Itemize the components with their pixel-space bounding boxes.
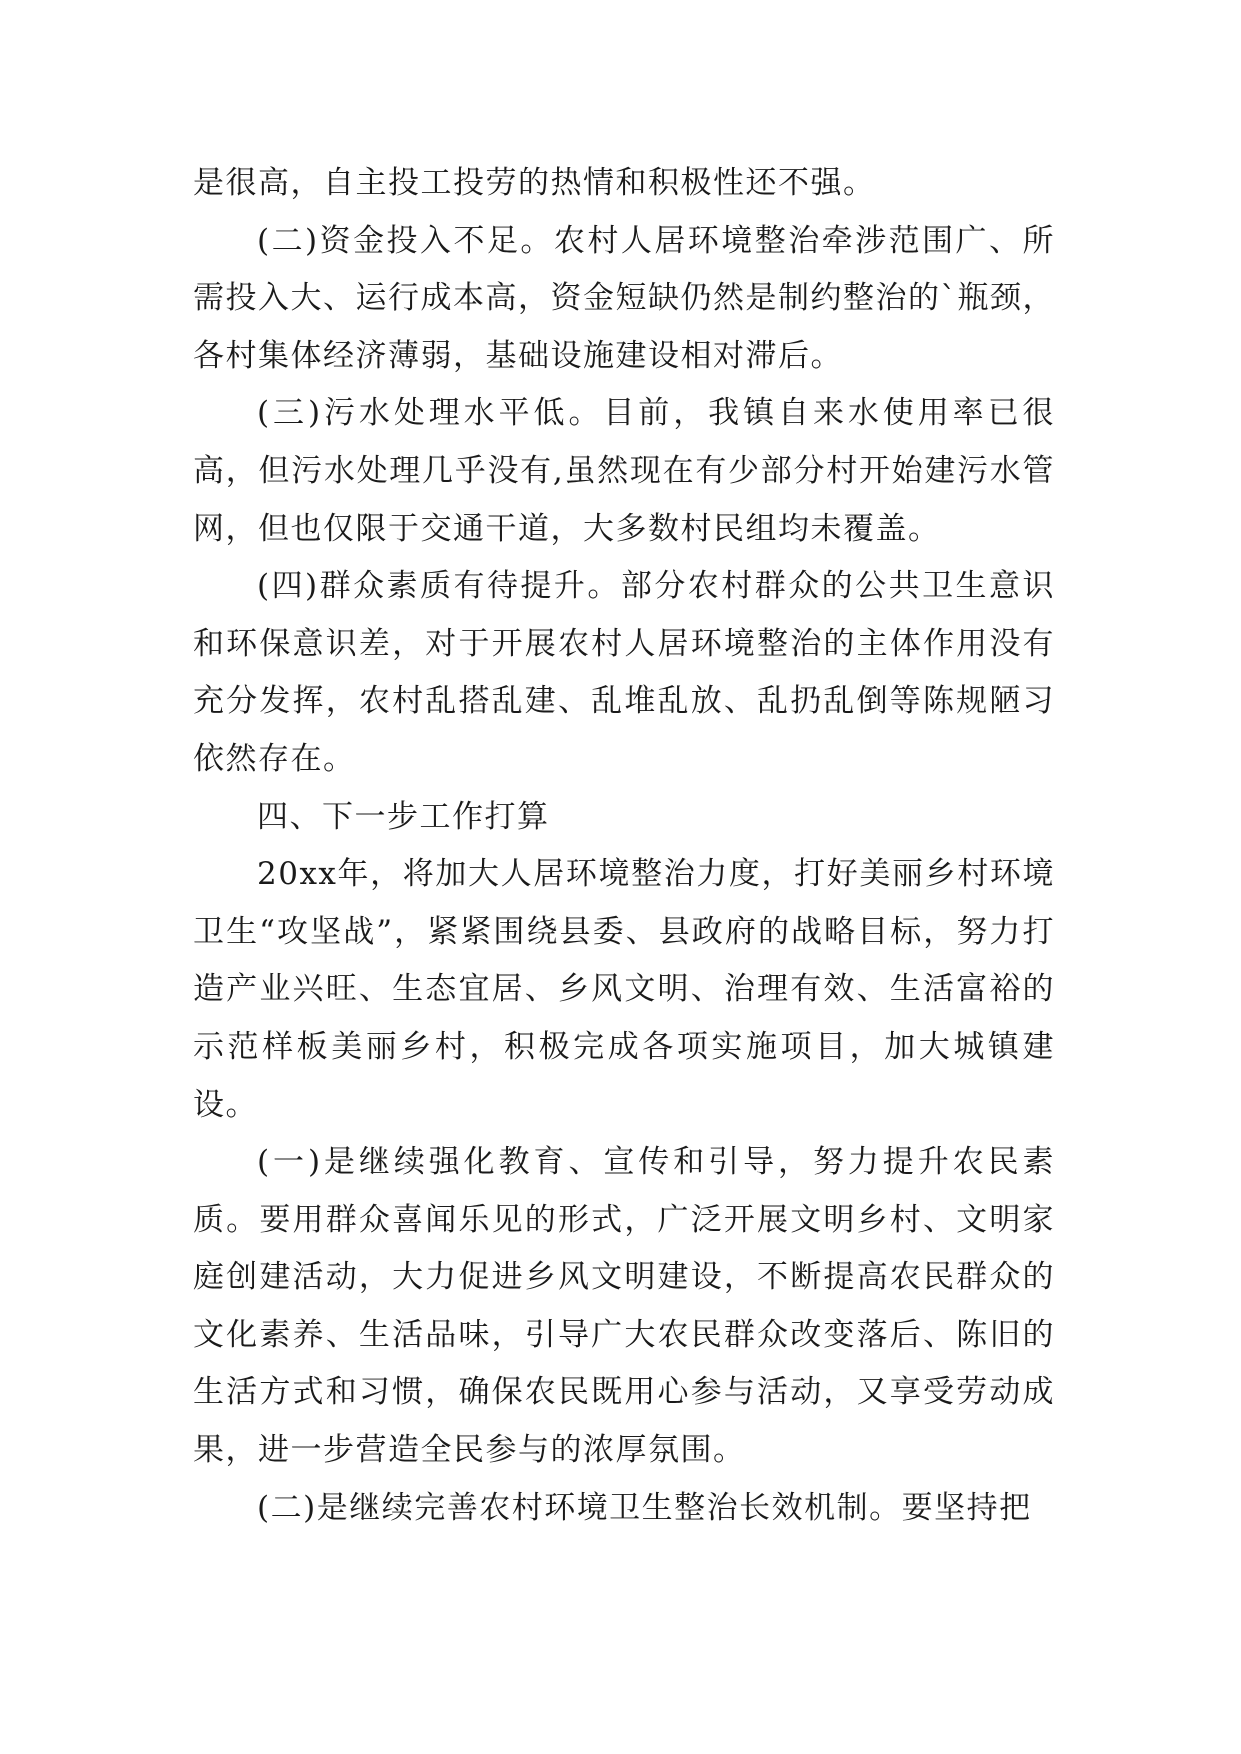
section-heading-next-steps: 四、下一步工作打算: [257, 798, 550, 835]
paragraph-long-term-mechanism: (二)是继续完善农村环境卫生整治长效机制。要坚持把: [257, 1489, 1032, 1526]
paragraph-continuation: 是很高，自主投工投劳的热情和积极性还不强。: [193, 165, 876, 201]
paragraph-funding-shortage: (二)资金投入不足。农村人居环境整治牵涉范围广、所需投入大、运行成本高，资金短缺仍然是制约整治的`瓶颈，各村集体经济薄弱，基础设施建设相对滞后。: [193, 222, 1055, 374]
paragraph-annual-plan: 20xx年，将加大人居环境整治力度，打好美丽乡村环境卫生“攻坚战”，紧紧围绕县委、县政府的战略目标，努力打造产业兴旺、生态宜居、乡风文明、治理有效、生活富裕的示范样板美丽乡村，积极完成各项实施项目，加大城镇建设。: [193, 856, 1055, 1123]
document-body: [193, 155, 1055, 1537]
paragraph-sewage-treatment: (三)污水处理水平低。目前，我镇自来水使用率已很高，但污水处理几乎没有,虽然现在有少部分村开始建污水管网，但也仅限于交通干道，大多数村民组均未覆盖。: [193, 395, 1055, 547]
paragraph-public-awareness: (四)群众素质有待提升。部分农村群众的公共卫生意识和环保意识差，对于开展农村人居环境整治的主体作用没有充分发挥，农村乱搭乱建、乱堆乱放、乱扔乱倒等陈规陋习依然存在。: [193, 568, 1055, 777]
paragraph-education-guidance: (一)是继续强化教育、宣传和引导，努力提升农民素质。要用群众喜闻乐见的形式，广泛开展文明乡村、文明家庭创建活动，大力促进乡风文明建设，不断提高农民群众的文化素养、生活品味，引导广大农民群众改变落后、陈旧的生活方式和习惯，确保农民既用心参与活动，又享受劳动成果，进一步营造全民参与的浓厚氛围。: [193, 1144, 1055, 1469]
